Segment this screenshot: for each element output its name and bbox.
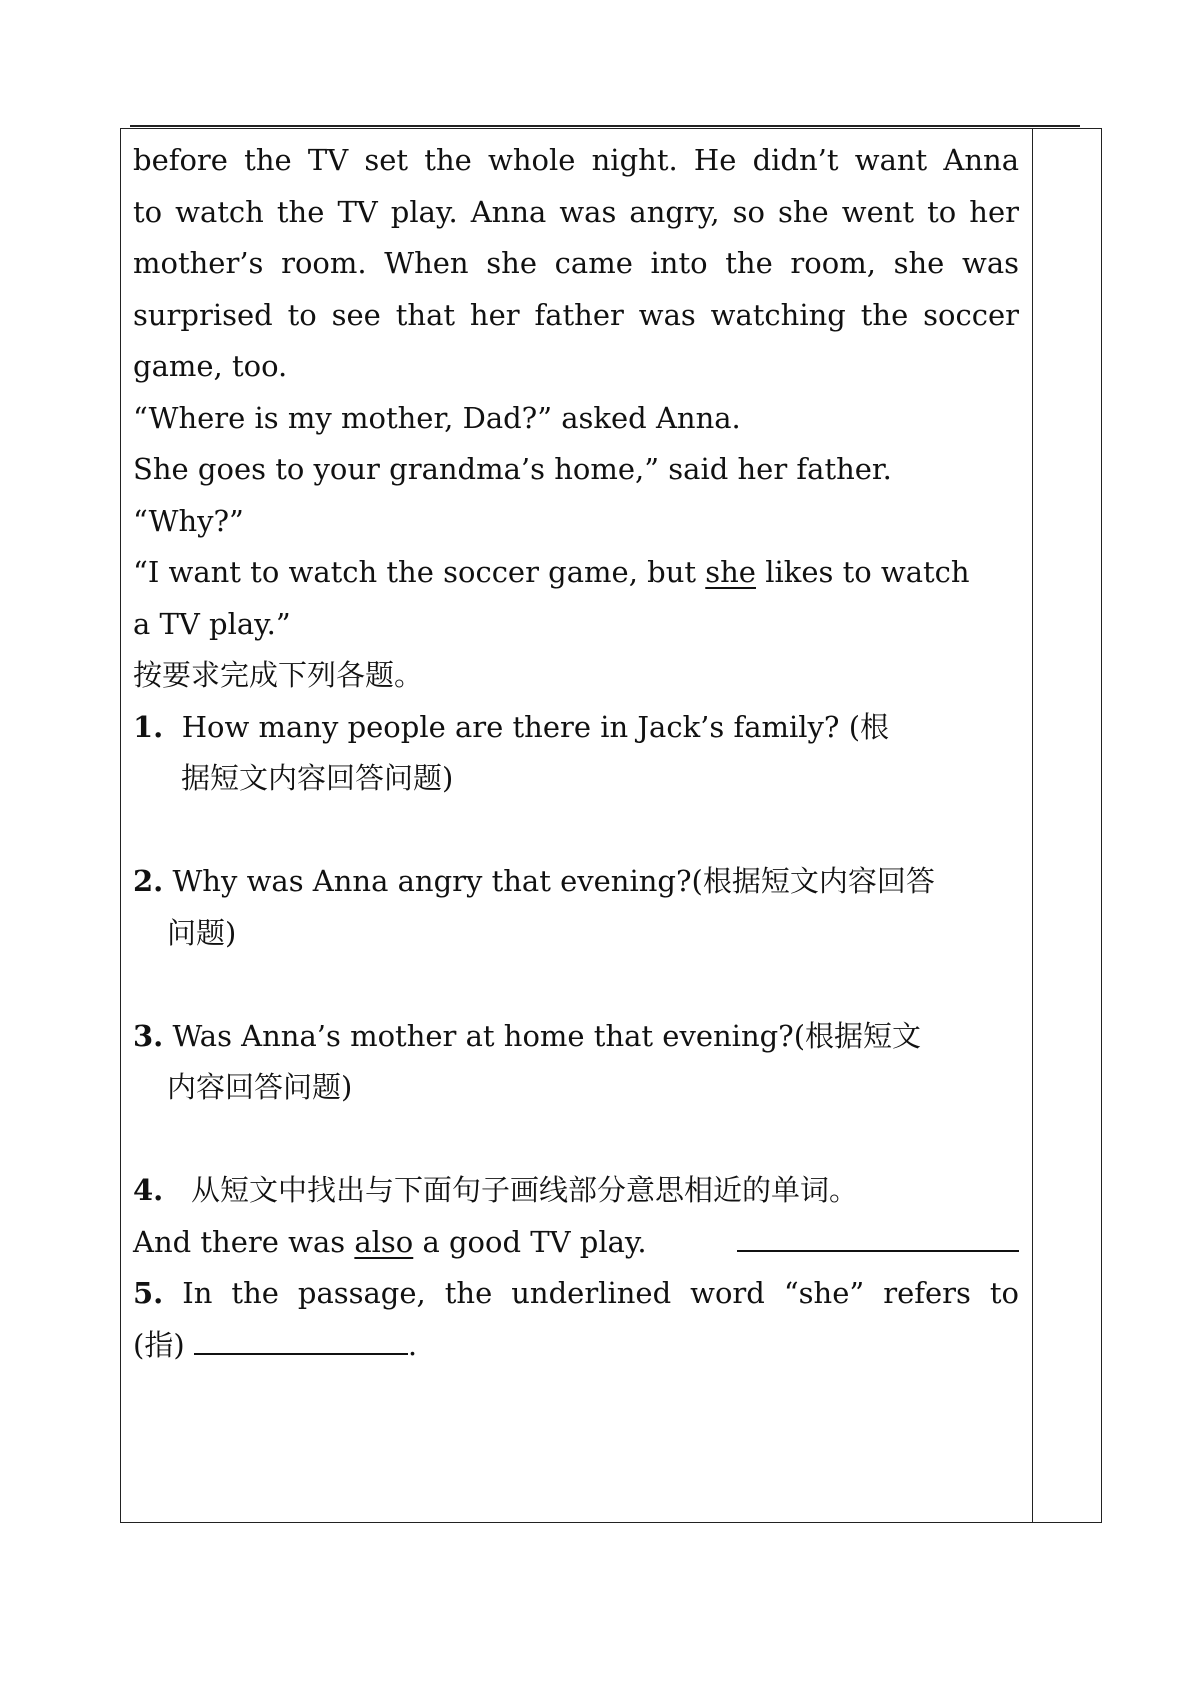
- question-text: In the passage, the underlined word “she” refers to: [182, 1276, 1019, 1310]
- question-1-cont: 据短文内容回答问题): [181, 761, 454, 795]
- passage-line: [133, 547, 1019, 599]
- instructions: 按要求完成下列各题。: [133, 658, 424, 692]
- question-text: Was Anna’s mother at home that evening?(根据短文: [172, 1018, 922, 1053]
- question-3: [133, 1011, 1019, 1063]
- question-text: Why was Anna angry that evening?(根据短文内容回答: [172, 864, 935, 898]
- underlined-word-also: also: [354, 1224, 414, 1259]
- sentence-text: a good TV play.: [413, 1224, 647, 1259]
- top-rule: [130, 125, 1080, 127]
- question-4-sentence: [133, 1217, 1019, 1269]
- passage-text: “I want to watch the soccer game, but: [133, 555, 706, 589]
- underlined-word-she: she: [705, 555, 756, 589]
- question-number: 2.: [133, 864, 164, 898]
- question-text: (指): [133, 1327, 185, 1362]
- question-5: [133, 1268, 1019, 1320]
- passage-line: to watch the TV play. Anna was angry, so she went to her: [133, 194, 1019, 229]
- passage-line: surprised to see that her father was watching the soccer: [133, 297, 1019, 332]
- answer-space[interactable]: [133, 805, 1019, 857]
- question-number: 3.: [133, 1018, 164, 1053]
- sentence-text: And there was: [133, 1224, 355, 1259]
- question-2: [133, 856, 1019, 908]
- question-5-cont: [133, 1320, 1019, 1372]
- sentence: [133, 1217, 647, 1269]
- question-number: 1.: [133, 709, 164, 744]
- passage-line: “Why?”: [133, 503, 244, 538]
- question-2-cont: 问题): [167, 915, 237, 950]
- question-1: [133, 702, 1019, 754]
- answer-blank[interactable]: [737, 1244, 1019, 1252]
- answer-space[interactable]: [133, 959, 1019, 1011]
- passage-line: game, too.: [133, 349, 288, 383]
- answer-blank[interactable]: [194, 1347, 408, 1355]
- question-number: 5.: [133, 1276, 164, 1310]
- passage-line: “Where is my mother, Dad?” asked Anna.: [133, 400, 741, 435]
- question-4: [133, 1165, 1019, 1217]
- answer-space[interactable]: [133, 1114, 1019, 1166]
- passage-line: before the TV set the whole night. He didn’t want Anna: [133, 143, 1019, 177]
- question-3-cont: 内容回答问题): [167, 1070, 353, 1104]
- question-text: 从短文中找出与下面句子画线部分意思相近的单词。: [190, 1173, 858, 1207]
- column-divider: [1032, 128, 1033, 1523]
- worksheet-content: [133, 135, 1019, 1371]
- question-text: .: [407, 1327, 418, 1362]
- passage-line: a TV play.”: [133, 606, 291, 641]
- passage-text: likes to watch: [755, 555, 970, 589]
- passage-line: mother’s room. When she came into the room, she was: [133, 246, 1019, 280]
- passage-line: She goes to your grandma’s home,” said her father.: [133, 452, 892, 486]
- question-number: 4.: [133, 1173, 164, 1207]
- question-text: How many people are there in Jack’s family? (根: [181, 709, 890, 744]
